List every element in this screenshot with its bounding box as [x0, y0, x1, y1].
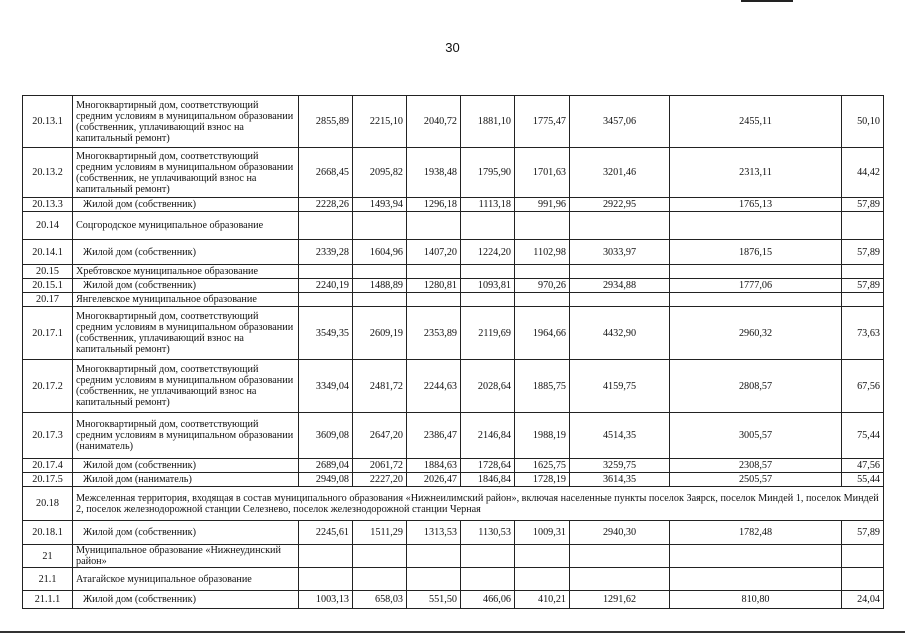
row-code: 20.18 [23, 487, 73, 521]
value-cell: 466,06 [461, 591, 515, 609]
row-code: 20.14.1 [23, 240, 73, 265]
value-cell: 1775,47 [515, 96, 570, 148]
table-row [23, 591, 884, 609]
table-row [23, 212, 884, 240]
value-cell [570, 545, 670, 568]
value-cell: 2609,19 [353, 307, 407, 360]
value-cell [670, 545, 842, 568]
value-cell: 1313,53 [407, 521, 461, 545]
value-cell [353, 265, 407, 279]
value-cell: 2505,57 [670, 473, 842, 487]
row-code: 21.1.1 [23, 591, 73, 609]
value-cell [670, 265, 842, 279]
value-cell: 1938,48 [407, 148, 461, 198]
value-cell [842, 568, 884, 591]
bottom-rule [0, 631, 905, 633]
value-cell: 1765,13 [670, 198, 842, 212]
value-cell: 2689,04 [299, 459, 353, 473]
value-cell: 3609,08 [299, 413, 353, 459]
value-cell: 3005,57 [670, 413, 842, 459]
value-cell [461, 265, 515, 279]
row-code: 20.13.1 [23, 96, 73, 148]
value-cell: 2922,95 [570, 198, 670, 212]
value-cell: 2668,45 [299, 148, 353, 198]
value-cell: 3201,46 [570, 148, 670, 198]
row-code: 20.17.1 [23, 307, 73, 360]
value-cell [299, 545, 353, 568]
value-cell: 1009,31 [515, 521, 570, 545]
value-cell: 50,10 [842, 96, 884, 148]
value-cell [407, 212, 461, 240]
value-cell: 810,80 [670, 591, 842, 609]
value-cell: 2061,72 [353, 459, 407, 473]
value-cell: 2227,20 [353, 473, 407, 487]
row-description: Многоквартирный дом, соответствующий средним условиям в муниципальном образовании (собственник, уплачивающий взнос на капитальный ремонт) [73, 96, 299, 148]
table-row [23, 279, 884, 293]
table-row [23, 459, 884, 473]
value-cell: 1113,18 [461, 198, 515, 212]
value-cell: 2949,08 [299, 473, 353, 487]
table-row [23, 521, 884, 545]
value-cell: 2353,89 [407, 307, 461, 360]
value-cell: 2119,69 [461, 307, 515, 360]
value-cell: 1224,20 [461, 240, 515, 265]
value-cell [407, 265, 461, 279]
value-cell: 1407,20 [407, 240, 461, 265]
value-cell: 1881,10 [461, 96, 515, 148]
value-cell [570, 568, 670, 591]
value-cell: 2855,89 [299, 96, 353, 148]
value-cell [842, 545, 884, 568]
table-row [23, 148, 884, 198]
value-cell: 1625,75 [515, 459, 570, 473]
value-cell [353, 212, 407, 240]
row-description: Атагайское муниципальное образование [73, 568, 299, 591]
value-cell: 2308,57 [670, 459, 842, 473]
row-code: 20.17.4 [23, 459, 73, 473]
value-cell: 2026,47 [407, 473, 461, 487]
table-body [23, 96, 884, 609]
value-cell [570, 212, 670, 240]
value-cell: 1130,53 [461, 521, 515, 545]
value-cell [515, 545, 570, 568]
value-cell: 73,63 [842, 307, 884, 360]
value-cell: 3614,35 [570, 473, 670, 487]
value-cell [842, 212, 884, 240]
value-cell: 3259,75 [570, 459, 670, 473]
row-code: 21 [23, 545, 73, 568]
value-cell: 658,03 [353, 591, 407, 609]
table-row [23, 96, 884, 148]
value-cell: 2481,72 [353, 360, 407, 413]
value-cell: 1493,94 [353, 198, 407, 212]
row-code: 20.17.2 [23, 360, 73, 413]
value-cell [461, 293, 515, 307]
value-cell: 67,56 [842, 360, 884, 413]
table-row [23, 487, 884, 521]
row-code: 21.1 [23, 568, 73, 591]
value-cell: 2215,10 [353, 96, 407, 148]
value-cell [299, 265, 353, 279]
value-cell: 1795,90 [461, 148, 515, 198]
value-cell: 2386,47 [407, 413, 461, 459]
value-cell: 44,42 [842, 148, 884, 198]
value-cell: 1728,19 [515, 473, 570, 487]
row-code: 20.17.3 [23, 413, 73, 459]
row-description: Янгелевское муниципальное образование [73, 293, 299, 307]
value-cell: 2940,30 [570, 521, 670, 545]
value-cell: 1885,75 [515, 360, 570, 413]
value-cell: 3549,35 [299, 307, 353, 360]
value-cell [570, 293, 670, 307]
row-code: 20.15.1 [23, 279, 73, 293]
value-cell: 3033,97 [570, 240, 670, 265]
value-cell: 2244,63 [407, 360, 461, 413]
value-cell: 1102,98 [515, 240, 570, 265]
table-row [23, 198, 884, 212]
value-cell: 1701,63 [515, 148, 570, 198]
value-cell [515, 568, 570, 591]
row-description: Жилой дом (собственник) [73, 240, 299, 265]
value-cell [515, 293, 570, 307]
row-description: Хребтовское муниципальное образование [73, 265, 299, 279]
value-cell: 1604,96 [353, 240, 407, 265]
value-cell: 410,21 [515, 591, 570, 609]
value-cell: 4159,75 [570, 360, 670, 413]
row-code: 20.14 [23, 212, 73, 240]
value-cell: 1280,81 [407, 279, 461, 293]
value-cell: 2960,32 [670, 307, 842, 360]
table-row [23, 360, 884, 413]
value-cell [670, 568, 842, 591]
value-cell [570, 265, 670, 279]
value-cell: 1777,06 [670, 279, 842, 293]
value-cell: 1296,18 [407, 198, 461, 212]
value-cell: 2240,19 [299, 279, 353, 293]
value-cell: 4514,35 [570, 413, 670, 459]
value-cell: 1782,48 [670, 521, 842, 545]
row-description: Жилой дом (наниматель) [73, 473, 299, 487]
row-description: Жилой дом (собственник) [73, 198, 299, 212]
value-cell: 3349,04 [299, 360, 353, 413]
top-rule [741, 0, 793, 2]
value-cell [461, 545, 515, 568]
value-cell: 2808,57 [670, 360, 842, 413]
value-cell [670, 212, 842, 240]
row-description: Муниципальное образование «Нижнеудинский район» [73, 545, 299, 568]
row-code: 20.18.1 [23, 521, 73, 545]
value-cell [407, 293, 461, 307]
row-description: Многоквартирный дом, соответствующий средним условиям в муниципальном образовании (собственник, не уплачивающий взнос на капитальный ремонт) [73, 148, 299, 198]
value-cell [353, 293, 407, 307]
page-number: 30 [445, 40, 460, 55]
row-description: Соцгородское муниципальное образование [73, 212, 299, 240]
value-cell: 47,56 [842, 459, 884, 473]
value-cell: 551,50 [407, 591, 461, 609]
row-description: Многоквартирный дом, соответствующий средним условиям в муниципальном образовании (собственник, уплачивающий взнос на капитальный ремонт) [73, 307, 299, 360]
value-cell: 57,89 [842, 521, 884, 545]
value-cell: 2095,82 [353, 148, 407, 198]
row-description: Жилой дом (собственник) [73, 459, 299, 473]
row-description: Многоквартирный дом, соответствующий средним условиям в муниципальном образовании (собственник, не уплачивающий взнос на капитальный ремонт) [73, 360, 299, 413]
value-cell: 55,44 [842, 473, 884, 487]
row-description: Межселенная территория, входящая в состав муниципального образования «Нижнеилимский район», включая населенные пункты поселок Заярск, поселок Миндей 1, поселок Миндей 2, поселок железнодорожной станции Селезнево, поселок железнодорожной станции Черная [73, 487, 884, 521]
row-code: 20.15 [23, 265, 73, 279]
value-cell: 1988,19 [515, 413, 570, 459]
value-cell: 57,89 [842, 198, 884, 212]
value-cell: 1846,84 [461, 473, 515, 487]
value-cell [842, 293, 884, 307]
tariff-table [22, 95, 884, 609]
table-row [23, 473, 884, 487]
value-cell: 3457,06 [570, 96, 670, 148]
value-cell: 2339,28 [299, 240, 353, 265]
table-row [23, 293, 884, 307]
value-cell: 970,26 [515, 279, 570, 293]
value-cell: 4432,90 [570, 307, 670, 360]
value-cell: 24,04 [842, 591, 884, 609]
value-cell [515, 212, 570, 240]
value-cell [461, 568, 515, 591]
value-cell [353, 545, 407, 568]
value-cell: 2455,11 [670, 96, 842, 148]
value-cell [299, 212, 353, 240]
value-cell [299, 568, 353, 591]
value-cell: 2934,88 [570, 279, 670, 293]
value-cell [299, 293, 353, 307]
value-cell [407, 545, 461, 568]
value-cell: 1291,62 [570, 591, 670, 609]
value-cell: 1728,64 [461, 459, 515, 473]
value-cell: 2028,64 [461, 360, 515, 413]
value-cell: 1964,66 [515, 307, 570, 360]
row-code: 20.17 [23, 293, 73, 307]
row-description: Многоквартирный дом, соответствующий средним условиям в муниципальном образовании (наниматель) [73, 413, 299, 459]
value-cell: 1003,13 [299, 591, 353, 609]
row-description: Жилой дом (собственник) [73, 521, 299, 545]
row-description: Жилой дом (собственник) [73, 591, 299, 609]
value-cell: 75,44 [842, 413, 884, 459]
value-cell: 57,89 [842, 279, 884, 293]
row-code: 20.17.5 [23, 473, 73, 487]
value-cell: 991,96 [515, 198, 570, 212]
value-cell: 1093,81 [461, 279, 515, 293]
value-cell: 2313,11 [670, 148, 842, 198]
value-cell: 1884,63 [407, 459, 461, 473]
value-cell: 2228,26 [299, 198, 353, 212]
table-row [23, 307, 884, 360]
value-cell: 2040,72 [407, 96, 461, 148]
value-cell: 1511,29 [353, 521, 407, 545]
value-cell [353, 568, 407, 591]
value-cell: 2245,61 [299, 521, 353, 545]
value-cell [670, 293, 842, 307]
value-cell [842, 265, 884, 279]
value-cell [407, 568, 461, 591]
value-cell: 57,89 [842, 240, 884, 265]
value-cell: 1488,89 [353, 279, 407, 293]
table-row [23, 265, 884, 279]
table-row [23, 413, 884, 459]
value-cell [515, 265, 570, 279]
value-cell: 2146,84 [461, 413, 515, 459]
table-row [23, 568, 884, 591]
table-row [23, 240, 884, 265]
value-cell: 2647,20 [353, 413, 407, 459]
row-code: 20.13.2 [23, 148, 73, 198]
row-description: Жилой дом (собственник) [73, 279, 299, 293]
value-cell [461, 212, 515, 240]
value-cell: 1876,15 [670, 240, 842, 265]
row-code: 20.13.3 [23, 198, 73, 212]
table-row [23, 545, 884, 568]
